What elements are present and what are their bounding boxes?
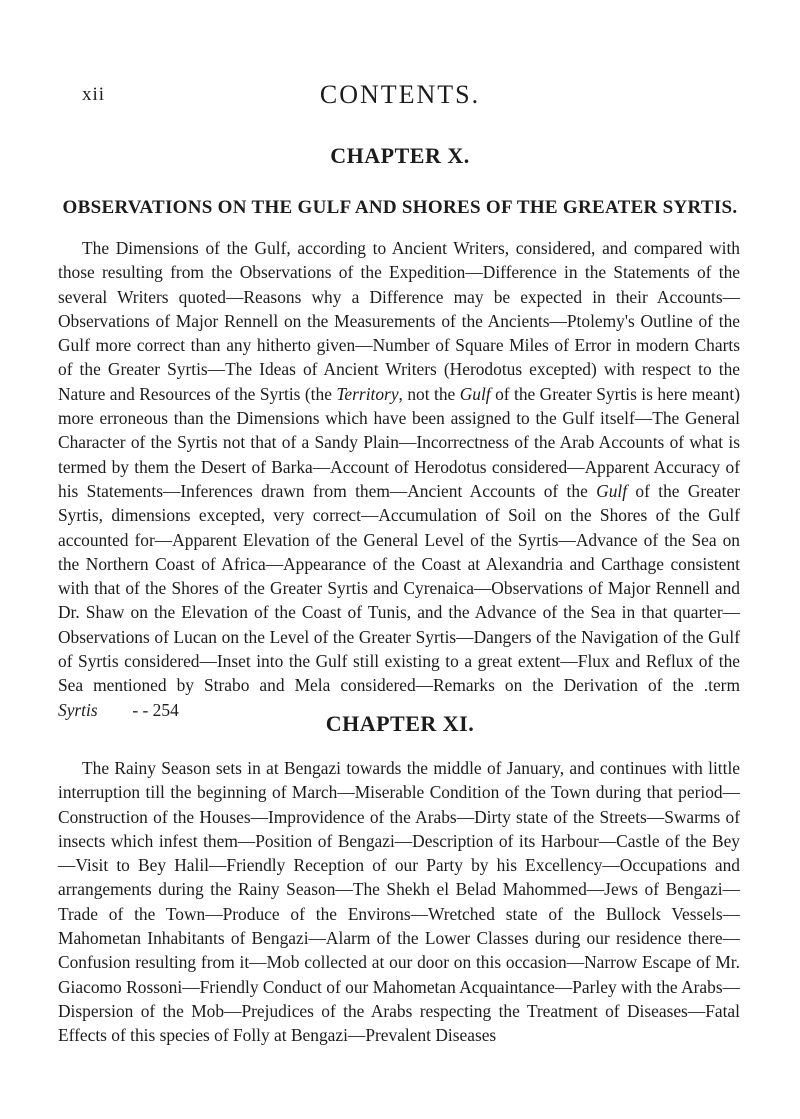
- chapter-x-italic-gulf-1: Gulf: [459, 383, 491, 404]
- chapter-xi-summary: The Rainy Season sets in at Bengazi towards the middle of January, and continues with little interruption till the beginning of March—Miserable Condition of the Town during that period—Construction of the Houses—Improvidence of the Arabs—Dirty state of the Streets—Swarms of insects which infest them—Position of Bengazi—Description of its Harbour—Castle of the Bey—Visit to Bey Halil—Friendly Reception of our Party by his Excellency—Occupations and arrangements during the Rainy Season—The Shekh el Belad Mahommed—Jews of Bengazi—Trade of the Town—Produce of the Environs—Wretched state of the Bullock Vessels—Mahometan Inhabitants of Bengazi—Alarm of the Lower Classes during our residence there—Confusion resulting from it—Mob collected at our door on this occasion—Narrow Escape of Mr. Giacomo Rossoni—Friendly Conduct of our Mahometan Acquaintance—Parley with the Arabs—Dispersion of the Mob—Prejudices of the Arabs respecting the Treatment of Diseases—Fatal Effects of this species of Folly at Bengazi—Prevalent Diseases: [58, 758, 740, 1046]
- chapter-x-summary-part2: , not the: [398, 383, 460, 404]
- chapter-x-italic-syrtis: Syrtis: [58, 699, 98, 720]
- running-header: [82, 80, 718, 110]
- chapter-x-heading: CHAPTER X.: [330, 143, 470, 168]
- chapter-x-summary: [58, 236, 740, 722]
- chapter-x-page-ref: - - 254: [132, 699, 179, 720]
- page-number: xii: [82, 84, 106, 105]
- chapter-x-summary-part3: of the Greater Syrtis is here meant) more erroneous than the Dimensions which have been assigned to the Gulf itself—The General Character of the Syrtis not that of a Sandy Plain—Incorrectness of the Arab Accounts of what is termed by them the Desert of Barka—Account of Herodotus considered—Apparent Accuracy of his Statements—Inferences drawn from them—Ancient Accounts of the: [58, 383, 740, 501]
- chapter-x-summary-part1: The Dimensions of the Gulf, according to Ancient Writers, considered, and compared with those resulting from the Observations of the Expedition—Difference in the Statements of the several Writers quoted—Reasons why a Difference may be expected in their Accounts—Observations of Major Rennell on the Measurements of the Ancients—Ptolemy's Outline of the Gulf more correct than any hitherto given—Number of Square Miles of Error in modern Charts of the Greater Syrtis—The Ideas of Ancient Writers (Herodotus excepted) with respect to the Nature and Resources of the Syrtis (the: [58, 238, 740, 404]
- chapter-xi-heading: CHAPTER XI.: [325, 711, 475, 736]
- chapter-x-italic-gulf-2: Gulf: [596, 480, 628, 501]
- chapter-x-italic-territory: Territory: [336, 383, 399, 404]
- running-title: CONTENTS.: [319, 80, 481, 109]
- chapter-x-title: OBSERVATIONS ON THE GULF AND SHORES OF THE GREATER SYRTIS.: [62, 197, 738, 218]
- chapter-x-summary-part4: of the Greater Syrtis, dimensions excepted, very correct—Accumulation of Soil on the Shores of the Gulf accounted for—Apparent Elevation of the General Level of the Syrtis—Advance of the Sea on the Northern Coast of Africa—Appearance of the Coast at Alexandria and Carthage consistent with that of the Shores of the Greater Syrtis and Cyrenaica—Observations of Major Rennell and Dr. Shaw on the Elevation of the Coast of Tunis, and the Advance of the Sea in that quarter—Observations of Lucan on the Level of the Greater Syrtis—Dangers of the Navigation of the Gulf of Syrtis considered—Inset into the Gulf still existing to a great extent—Flux and Reflux of the Sea mentioned by Strabo and Mela considered—Remarks on the Derivation of the .term: [58, 480, 740, 696]
